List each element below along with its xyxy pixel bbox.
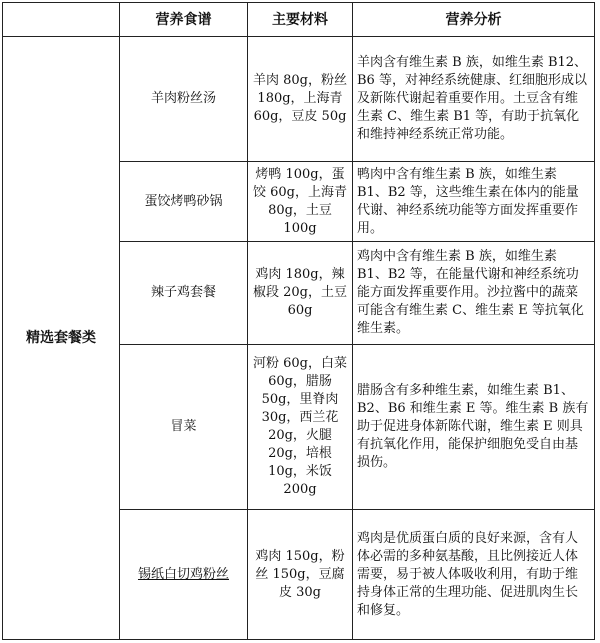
header-materials: 主要材料 [248, 3, 353, 37]
materials-cell: 鸡肉 180g，辣椒段 20g，土豆 60g [248, 242, 353, 345]
materials-cell: 鸡肉 150g，粉丝 150g，豆腐皮 30g [248, 510, 353, 640]
nutrition-table [2, 2, 595, 640]
corner-cell [3, 3, 120, 37]
materials-cell: 羊肉 80g，粉丝 180g，上海青 60g，豆皮 50g [248, 37, 353, 162]
materials-cell: 烤鸭 100g，蛋饺 60g，上海青 80g，土豆 100g [248, 162, 353, 242]
dish-name: 冒菜 [120, 345, 248, 510]
category-label: 精选套餐类 [3, 37, 120, 640]
analysis-cell: 羊肉含有维生素 B 族，如维生素 B12、B6 等，对神经系统健康、红细胞形成以及新陈代谢起着重要作用。土豆含有维生素 C、维生素 B1 等，有助于抗氧化和维持神经系统正常功能。 [353, 37, 595, 162]
table-row [3, 37, 595, 162]
analysis-cell: 鸭肉中含有维生素 B 族，如维生素 B1、B2 等，这些维生素在体内的能量代谢、神经系统功能等方面发挥重要作用。 [353, 162, 595, 242]
analysis-cell: 腊肠含有多种维生素，如维生素 B1、B2、B6 和维生素 E 等。维生素 B 族有助于促进身体新陈代谢，维生素 E 则具有抗氧化作用，能保护细胞免受自由基损伤。 [353, 345, 595, 510]
header-recipe: 营养食谱 [120, 3, 248, 37]
dish-name: 辣子鸡套餐 [120, 242, 248, 345]
dish-name: 锡纸白切鸡粉丝 [120, 510, 248, 640]
analysis-cell: 鸡肉是优质蛋白质的良好来源，含有人体必需的多种氨基酸，且比例接近人体需要，易于被人体吸收利用，有助于维持身体正常的生理功能、促进肌肉生长和修复。 [353, 510, 595, 640]
materials-cell: 河粉 60g，白菜 60g，腊肠 50g，里脊肉 30g，西兰花 20g，火腿 20g，培根 10g，米饭 200g [248, 345, 353, 510]
dish-name: 羊肉粉丝汤 [120, 37, 248, 162]
dish-name: 蛋饺烤鸭砂锅 [120, 162, 248, 242]
header-row [3, 3, 595, 37]
header-analysis: 营养分析 [353, 3, 595, 37]
analysis-cell: 鸡肉中含有维生素 B 族，如维生素 B1、B2 等，在能量代谢和神经系统功能方面发挥重要作用。沙拉酱中的蔬菜可能含有维生素 C、维生素 E 等抗氧化维生素。 [353, 242, 595, 345]
